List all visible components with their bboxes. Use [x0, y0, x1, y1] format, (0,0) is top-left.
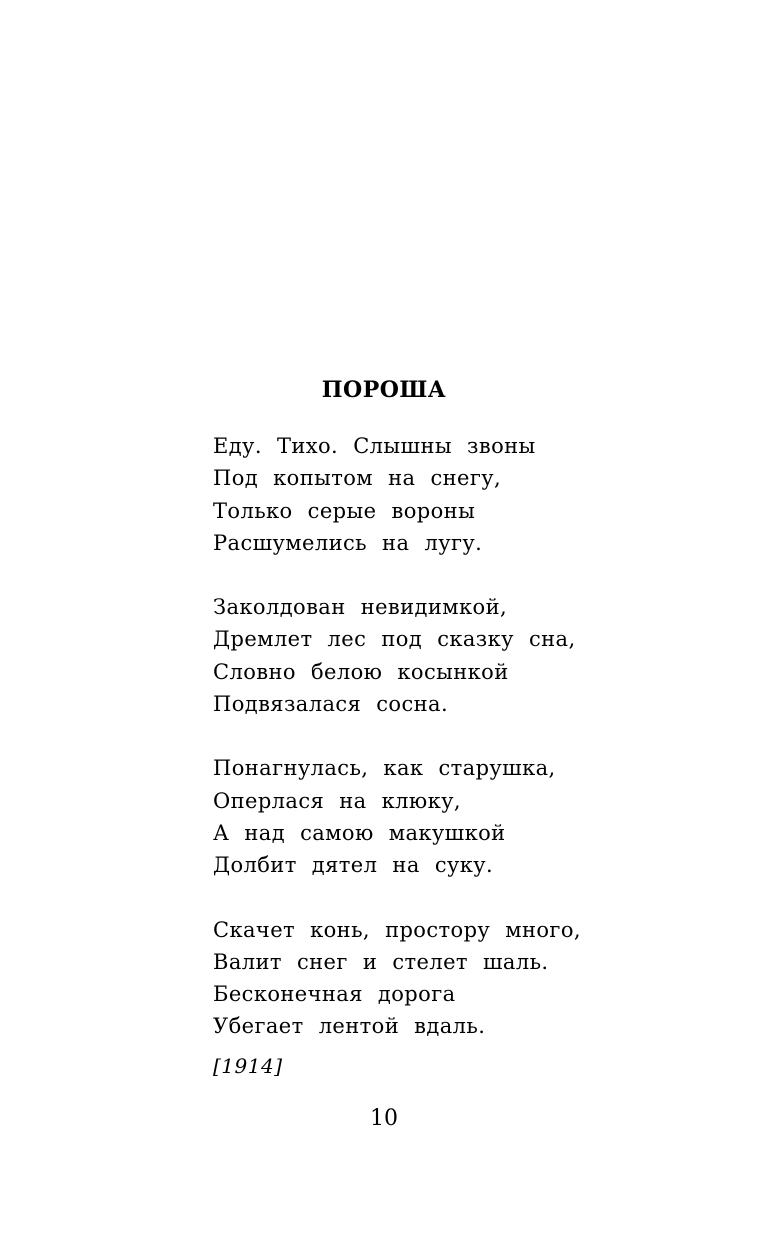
poem-line: Подвязалася сосна. — [213, 692, 449, 717]
poem-body — [213, 430, 733, 1075]
stanza-1 — [213, 430, 733, 559]
poem-line: Долбит дятел на суку. — [213, 853, 494, 878]
poem-line: Оперлася на клюку, — [213, 788, 461, 813]
poem-line: Понагнулась, как старушка, — [213, 756, 556, 781]
poem-line: А над самою макушкой — [213, 820, 506, 845]
poem-line: Еду. Тихо. Слышны звоны — [213, 434, 536, 458]
poem-line: Расшумелись на лугу. — [213, 530, 483, 555]
stanza-3 — [213, 752, 733, 881]
poem-line: Дремлет лес под сказку сна, — [213, 627, 576, 652]
poem-line: Скачет конь, простору много, — [213, 917, 581, 942]
poem-line: Словно белою косынкой — [213, 659, 509, 684]
poem-line: Под копытом на снегу, — [213, 466, 502, 491]
poem-line: Заколдован невидимкой, — [213, 595, 508, 620]
stanza-4 — [213, 914, 733, 1043]
poem-line: Только серые вороны — [213, 498, 476, 523]
poem-line: Убегает лентой вдаль. — [213, 1014, 486, 1039]
poem-line: Валит снег и стелет шаль. — [213, 949, 549, 974]
page-number: 10 — [370, 1106, 398, 1131]
poem-date: [1914] — [213, 1054, 283, 1078]
stanza-2 — [213, 591, 733, 720]
poem-line: Бесконечная дорога — [213, 982, 456, 1007]
poem-title: ПОРОША — [321, 377, 447, 403]
